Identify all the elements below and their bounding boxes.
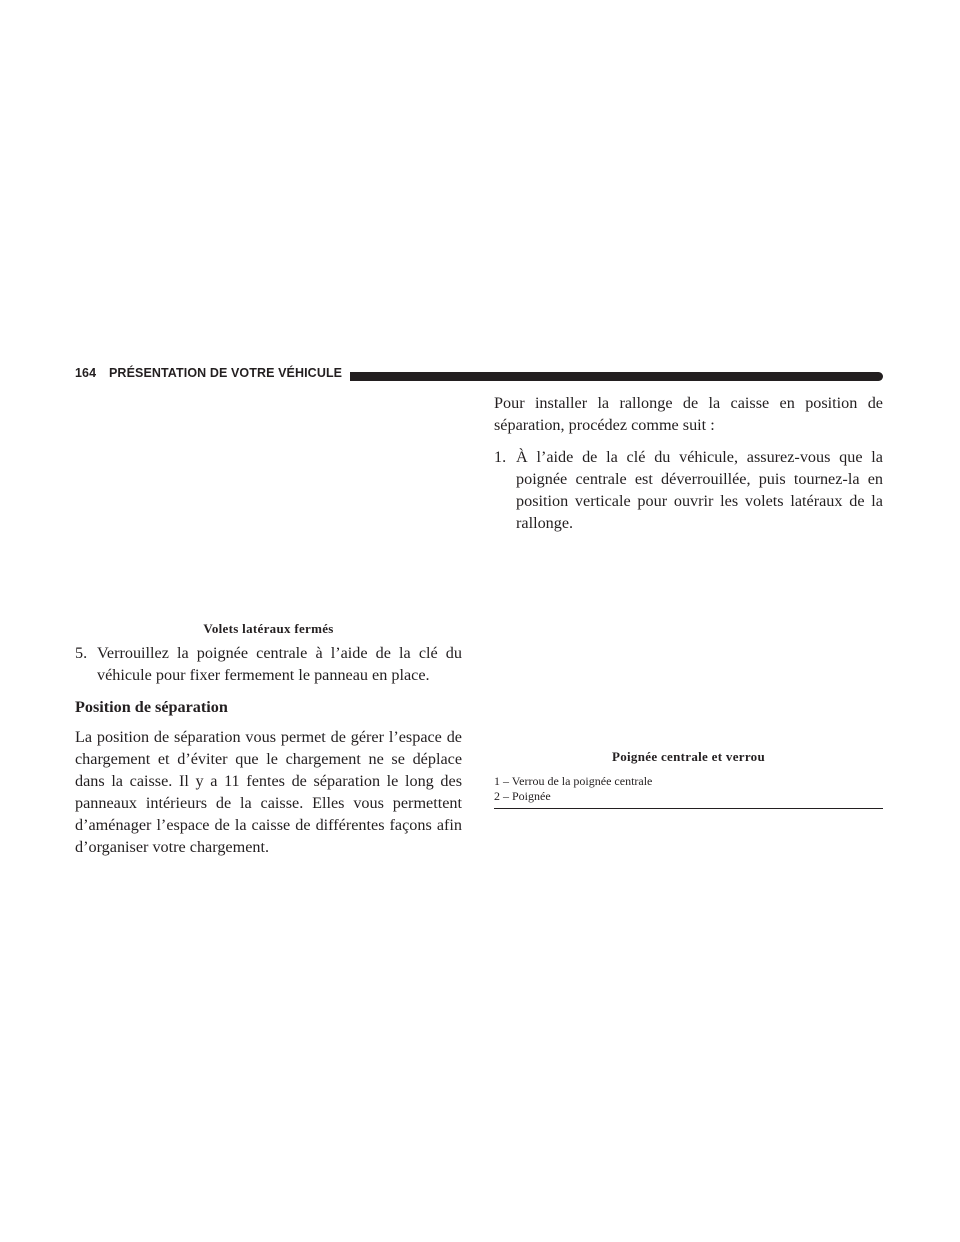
header-rule bbox=[350, 372, 883, 381]
figure-side-flaps-closed bbox=[75, 408, 462, 618]
legend-item: 2 – Poignée bbox=[494, 789, 551, 803]
left-column bbox=[75, 620, 462, 858]
step-number: 1. bbox=[494, 448, 507, 466]
page-number: 164 bbox=[75, 366, 97, 380]
figure-caption-right-wrap bbox=[494, 748, 883, 770]
figure-legend bbox=[494, 774, 883, 809]
section-title: PRÉSENTATION DE VOTRE VÉHICULE bbox=[109, 366, 343, 380]
body-paragraph: La position de séparation vous permet de gérer l’espace de chargement et d’éviter que le chargement ne se déplace dans la caisse. Il y a 11 fentes de séparation le long des panneaux intérieurs de la caisse. Elles vous permettent d’aménager l’espace de la caisse de différentes façons afin d’organiser votre chargement. bbox=[75, 728, 462, 856]
step-number: 5. bbox=[75, 644, 88, 662]
figure-caption-right: Poignée centrale et verrou bbox=[611, 749, 766, 764]
step-text: Verrouillez la poignée centrale à l’aide de la clé du véhicule pour fixer fermement le panneau en place. bbox=[97, 644, 462, 684]
step-1 bbox=[494, 446, 883, 534]
step-text: À l’aide de la clé du véhicule, assurez-vous que la poignée centrale est déverrouillée, puis tournez-la en position verticale pour ouvrir les volets latéraux de la rallonge. bbox=[516, 448, 883, 532]
page-header bbox=[75, 364, 883, 386]
right-column bbox=[494, 392, 883, 534]
figure-caption-left: Volets latéraux fermés bbox=[203, 621, 334, 636]
figure-center-handle-lock bbox=[494, 530, 883, 744]
section-heading: Position de séparation bbox=[75, 698, 228, 716]
legend-item: 1 – Verrou de la poignée centrale bbox=[494, 774, 653, 788]
intro-paragraph: Pour installer la rallonge de la caisse en position de séparation, procédez comme suit : bbox=[494, 394, 883, 434]
step-5 bbox=[75, 642, 462, 686]
